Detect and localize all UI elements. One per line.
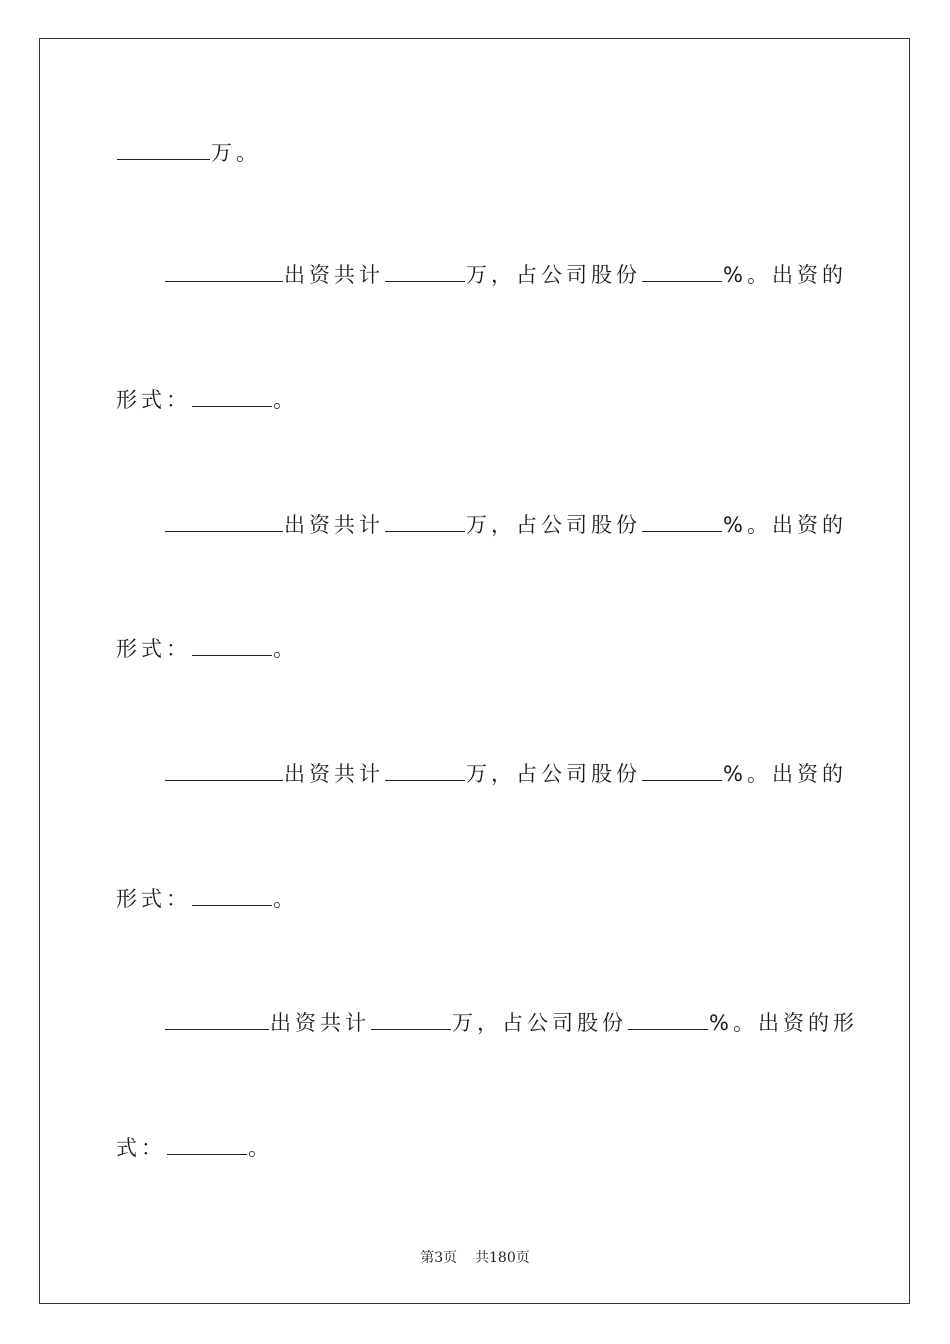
fill-blank-form[interactable] (192, 883, 272, 906)
text-fragment: 形式： (116, 887, 191, 911)
text-fragment: 万，占公司股份 (466, 263, 641, 287)
paragraph-3-line-1 (164, 758, 847, 788)
text-fragment: 形式： (116, 388, 191, 412)
page-border (39, 38, 910, 1304)
fill-blank-amount[interactable] (385, 509, 465, 532)
paragraph-1-line-1 (164, 259, 847, 289)
paragraph-2-line-2 (116, 633, 298, 663)
paragraph-4-line-2 (116, 1132, 273, 1162)
text-fragment: 式： (116, 1136, 166, 1160)
text-fragment: 。 (248, 1136, 273, 1160)
paragraph-3-line-2 (116, 883, 298, 913)
text-fragment: 出资共计 (284, 263, 384, 287)
fill-blank-name[interactable] (165, 259, 283, 282)
paragraph-1-line-2 (116, 384, 298, 414)
text-fragment: 出资共计 (270, 1011, 370, 1035)
fill-blank-form[interactable] (167, 1132, 247, 1155)
text-fragment: 出资共计 (284, 513, 384, 537)
text-fragment: 万，占公司股份 (466, 513, 641, 537)
text-fragment: %。出资的形 (709, 1011, 858, 1035)
text-fragment: 出资共计 (284, 762, 384, 786)
page-number-total: 共180页 (475, 1250, 530, 1266)
text-fragment: %。出资的 (723, 263, 847, 287)
paragraph-4-line-1 (164, 1007, 858, 1037)
fill-blank-percent[interactable] (628, 1007, 708, 1030)
page-number-current: 第3页 (420, 1250, 458, 1266)
fill-blank-percent[interactable] (642, 259, 722, 282)
fill-blank-amount[interactable] (385, 259, 465, 282)
text-fragment: 万。 (211, 141, 261, 165)
paragraph-2-line-1 (164, 509, 847, 539)
text-fragment: 万，占公司股份 (466, 762, 641, 786)
fill-blank-name[interactable] (165, 1007, 269, 1030)
text-fragment: 。 (273, 887, 298, 911)
fill-blank-percent[interactable] (642, 758, 722, 781)
text-fragment: %。出资的 (723, 513, 847, 537)
fill-blank-amount[interactable] (371, 1007, 451, 1030)
fill-blank-form[interactable] (192, 633, 272, 656)
text-fragment: 万，占公司股份 (452, 1011, 627, 1035)
text-fragment: 。 (273, 637, 298, 661)
text-line-1 (116, 137, 261, 167)
text-fragment: 形式： (116, 637, 191, 661)
fill-blank[interactable] (117, 137, 210, 160)
fill-blank-percent[interactable] (642, 509, 722, 532)
text-fragment: %。出资的 (723, 762, 847, 786)
page-footer (0, 1247, 950, 1267)
fill-blank-amount[interactable] (385, 758, 465, 781)
fill-blank-form[interactable] (192, 384, 272, 407)
fill-blank-name[interactable] (165, 509, 283, 532)
fill-blank-name[interactable] (165, 758, 283, 781)
text-fragment: 。 (273, 388, 298, 412)
